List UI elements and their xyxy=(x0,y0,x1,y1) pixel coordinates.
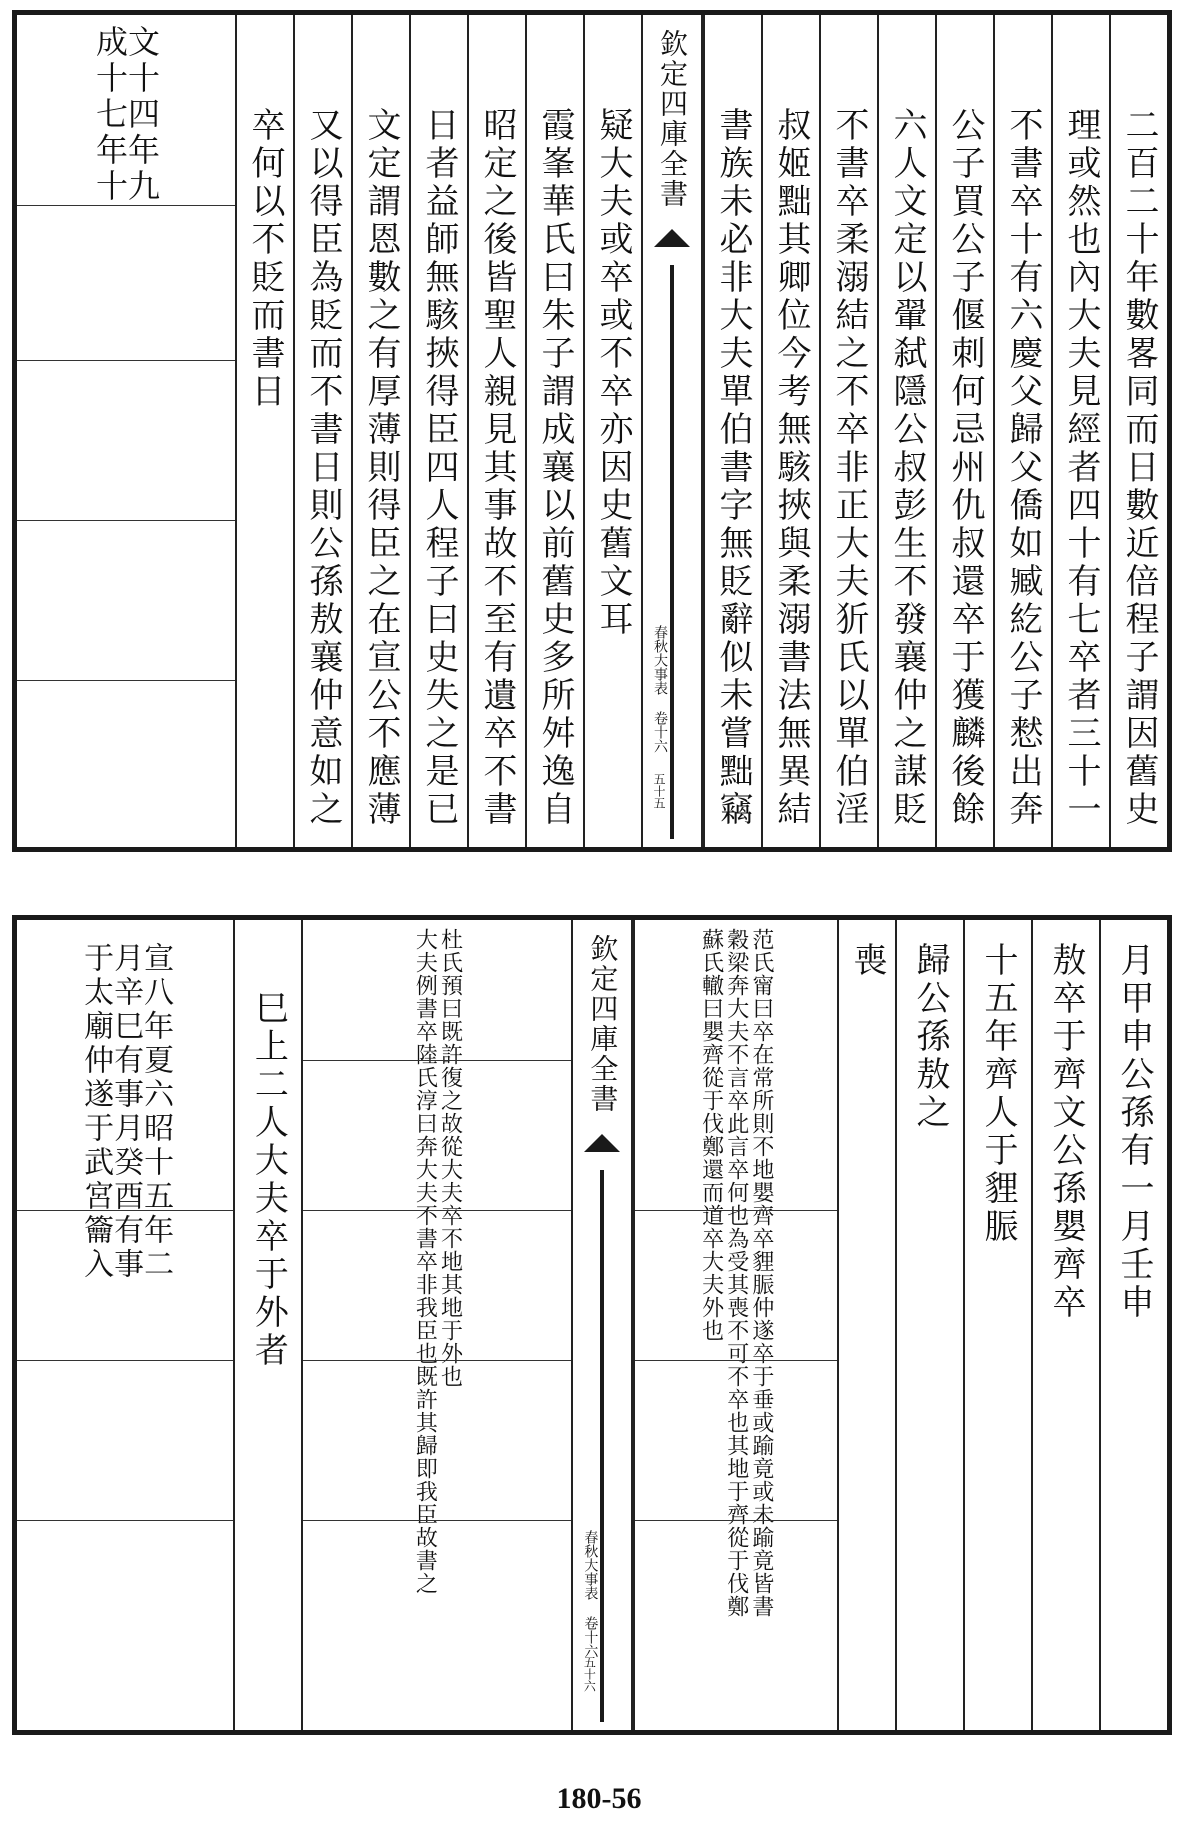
column-text: 不書卒十有六慶父歸父僑如臧紇公子慭出奔 xyxy=(1003,107,1043,829)
text-column xyxy=(1031,920,1099,1730)
annotation-text: 杜氏預曰既許復之故從大夫卒不地其地于外也 xyxy=(437,928,463,1388)
column-text: 公子買公子偃刺何忌州仇叔還卒于獲麟後餘 xyxy=(945,107,985,829)
text-column xyxy=(963,920,1031,1730)
text-column xyxy=(293,15,351,847)
grid-line xyxy=(17,680,235,681)
year-text: 文十四年九 xyxy=(123,25,161,205)
book-volume xyxy=(580,1530,600,1658)
annotation-text: 大夫例書卒陸氏淳曰奔大夫不書卒非我臣也既許其歸即我臣故書之 xyxy=(412,928,438,1595)
top-page xyxy=(12,10,1172,852)
column-text: 昭定之後皆聖人親見其事故不至有遺卒不書 xyxy=(477,107,517,829)
annotation-text: 范氏甯曰卒在常所則不地嬰齊卒貍脤仲遂卒于垂或踰竟或未踰竟皆書 xyxy=(748,928,774,1618)
text-column xyxy=(703,15,761,847)
grid-line xyxy=(17,205,235,206)
book-title: 春秋大事表 xyxy=(582,1530,599,1600)
year-text: 宣八年夏六昭十五年二 xyxy=(138,942,174,1282)
text-column xyxy=(877,15,935,847)
text-column xyxy=(819,15,877,847)
column-text: 叔姬黜其卿位今考無駭挾與柔溺書法無異結 xyxy=(771,107,811,829)
annotation-text: 蘇氏轍曰嬰齊從于伐鄭還而道卒大夫外也 xyxy=(698,928,724,1342)
fish-tail-mark-icon xyxy=(652,221,692,261)
column-text: 疑大夫或卒或不卒亦因史舊文耳 xyxy=(593,107,633,639)
section-heading-column xyxy=(233,920,301,1730)
year-text: 成十七年十 xyxy=(91,25,129,205)
text-column xyxy=(235,15,293,847)
column-text: 月甲申公孫有一月壬申 xyxy=(1114,942,1154,1322)
text-column xyxy=(935,15,993,847)
column-text: 日者益師無駭挾得臣四人程子曰史失之是已 xyxy=(419,107,459,829)
text-column xyxy=(1051,15,1109,847)
book-title: 春秋大事表 xyxy=(652,625,668,695)
text-column xyxy=(583,15,641,847)
text-column xyxy=(761,15,819,847)
text-column xyxy=(525,15,583,847)
annotation-block xyxy=(633,920,837,1730)
text-column xyxy=(409,15,467,847)
year-columns xyxy=(78,920,174,1730)
annotation-columns xyxy=(412,920,462,1730)
text-column xyxy=(993,15,1051,847)
spine-bar xyxy=(582,1170,604,1722)
page-number: 180-56 xyxy=(556,1782,642,1815)
text-column xyxy=(837,920,895,1730)
column-text: 敖卒于齊文公孫嬰齊卒 xyxy=(1046,942,1086,1322)
text-column xyxy=(467,15,525,847)
column-text: 不書卒柔溺結之不卒非正大夫㹞氏以單伯淫 xyxy=(829,107,869,829)
book-volume xyxy=(650,625,670,753)
column-text: 二百二十年數畧同而日數近倍程子謂因舊史 xyxy=(1119,107,1159,829)
year-block xyxy=(17,920,233,1730)
fish-tail-mark-icon xyxy=(582,1126,622,1166)
column-text: 又以得臣為貶而不書日則公孫敖襄仲意如之 xyxy=(303,107,343,829)
bottom-page xyxy=(12,915,1172,1735)
volume-label: 卷十六 xyxy=(582,1616,599,1658)
library-title: 欽定四庫全書 xyxy=(586,934,620,1114)
column-text: 文定謂恩數之有厚薄則得臣之在宣公不應薄 xyxy=(361,107,401,829)
column-text: 六人文定以翬弑隱公叔彭生不發襄仲之謀貶 xyxy=(887,107,927,829)
text-column xyxy=(351,15,409,847)
text-column xyxy=(895,920,963,1730)
column-text: 歸公孫敖之 xyxy=(910,942,950,1132)
grid-line xyxy=(17,360,235,361)
year-text: 月辛巳有事月癸酉有事 xyxy=(108,942,144,1282)
center-spine xyxy=(571,920,633,1730)
column-text: 書族未必非大夫單伯書字無貶辭似未嘗黜竊 xyxy=(713,107,753,829)
volume-label: 卷十六 xyxy=(652,711,668,753)
spine-bar xyxy=(652,265,674,839)
annotation-block xyxy=(301,920,571,1730)
column-text: 十五年齊人于貍脤 xyxy=(978,942,1018,1246)
year-column xyxy=(17,15,235,847)
text-column xyxy=(1099,920,1167,1730)
leaf-number: 五十五 xyxy=(652,773,666,809)
column-text: 卒何以不貶而書日 xyxy=(245,107,285,411)
library-title: 欽定四庫全書 xyxy=(656,29,689,209)
year-cells xyxy=(91,15,161,205)
column-text: 霞峯華氏曰朱子謂成襄以前舊史多所舛逸自 xyxy=(535,107,575,829)
annotation-columns xyxy=(699,920,774,1730)
annotation-text: 穀梁奔大夫不言卒此言卒何也為受其喪不可不卒也其地于齊從于伐鄭 xyxy=(723,928,749,1618)
leaf-number: 五十六 xyxy=(582,1656,597,1692)
text-column xyxy=(1109,15,1167,847)
column-text: 理或然也內大夫見經者四十有七卒者三十一 xyxy=(1061,107,1101,829)
year-text: 于太廟仲遂于武宮籥入 xyxy=(78,942,114,1282)
center-spine xyxy=(641,15,703,847)
grid-line xyxy=(17,520,235,521)
bottom-columns xyxy=(17,920,1167,1730)
column-text: 喪 xyxy=(847,942,887,980)
top-columns xyxy=(17,15,1167,847)
section-heading: 巳上二人大夫卒于外者 xyxy=(248,990,289,1370)
